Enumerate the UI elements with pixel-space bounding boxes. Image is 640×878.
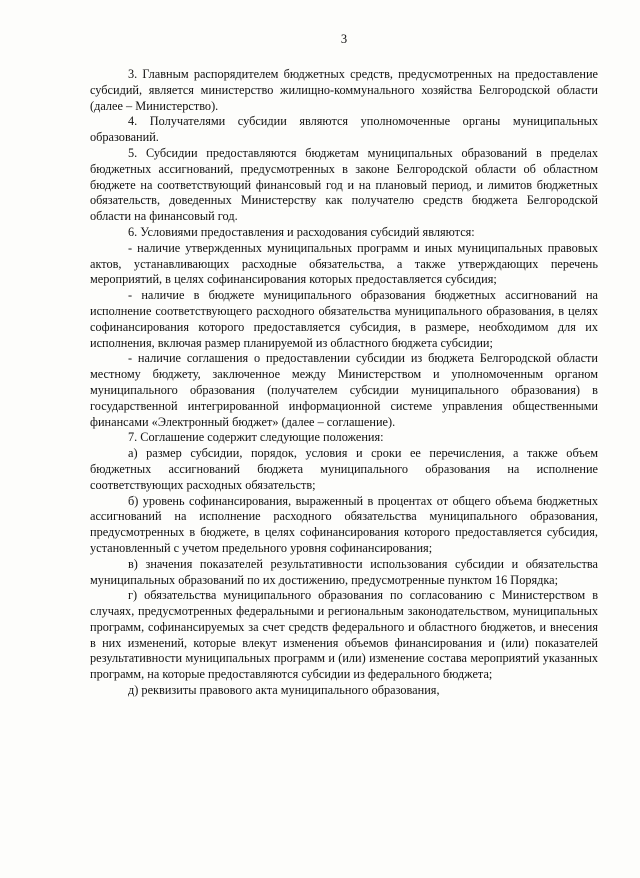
agreement-item-b: б) уровень софинансирования, выраженный в процентах от общего объема бюджетных ассигнований на исполнение расходного обязательства муниципального образования, предусмотренных в бюджете, в целях софинансирования которого предоставляется субсидия, установленный с учетом предельного уровня софинансирования;	[90, 493, 598, 555]
paragraph-4-recipients: 4. Получателями субсидии являются уполномоченные органы муниципальных образований.	[90, 114, 598, 145]
condition-budget-allocations: - наличие в бюджете муниципального образования бюджетных ассигнований на исполнение соответствующего расходного обязательства муниципального образования, в целях софинансирования которого предоставляется субсидия, в размере, необходимом для их исполнения, включая размер планируемой из областного бюджета субсидии;	[90, 288, 598, 350]
condition-agreement: - наличие соглашения о предоставлении субсидии из бюджета Белгородской области местному бюджету, заключенное между Министерством и уполномоченным органом муниципального образования (получателем субсидии муниципального образования) в государственной интегрированной информационной системе управления общественными финансами «Электронный бюджет» (далее – соглашение).	[90, 351, 598, 429]
agreement-item-d: д) реквизиты правового акта муниципального образования,	[128, 683, 440, 698]
paragraph-6-conditions: 6. Условиями предоставления и расходования субсидий являются:	[128, 224, 475, 239]
paragraph-5-subsidy-provision: 5. Субсидии предоставляются бюджетам муниципальных образований в пределах бюджетных ассигнований, предусмотренных в законе Белгородской области об областном бюджете на соответствующий финансовый год и на плановый период, и лимитов бюджетных обязательств, доведенных Министерству как получателю средств бюджета Белгородской области на финансовый год.	[90, 145, 598, 224]
agreement-item-v: в) значения показателей результативности использования субсидии и обязательства муниципальных образований по их достижению, предусмотренные пунктом 16 Порядка;	[90, 556, 598, 587]
paragraph-3-chief-administrator: 3. Главным распорядителем бюджетных средств, предусмотренных на предоставление субсидий, является министерство жилищно-коммунального хозяйства Белгородской области (далее – Министерство).	[90, 67, 598, 113]
agreement-item-a: а) размер субсидии, порядок, условия и сроки ее перечисления, а также объем бюджетных ассигнований бюджета муниципального образования на исполнение соответствующих расходных обязательств;	[90, 446, 598, 492]
agreement-item-g: г) обязательства муниципального образования по согласованию с Министерством в случаях, предусмотренных федеральными и региональным законодательством, муниципальных программ, софинансируемых за счет средств федерального и областного бюджетов, и внесения в них изменений, которые влекут изменения объемов финансирования и (или) показателей результативности муниципальных программ и (или) изменение состава мероприятий указанных программ, на которые предоставляются субсидии из федерального бюджета;	[90, 588, 598, 682]
paragraph-7-agreement-contents: 7. Соглашение содержит следующие положения:	[128, 430, 384, 445]
condition-programs: - наличие утвержденных муниципальных программ и иных муниципальных правовых актов, устанавливающих расходные обязательства, а также утверждающих перечень мероприятий, в целях софинансирования которых предоставляется субсидия;	[90, 240, 598, 287]
document-body	[90, 67, 598, 699]
page-number: 3	[340, 32, 348, 46]
